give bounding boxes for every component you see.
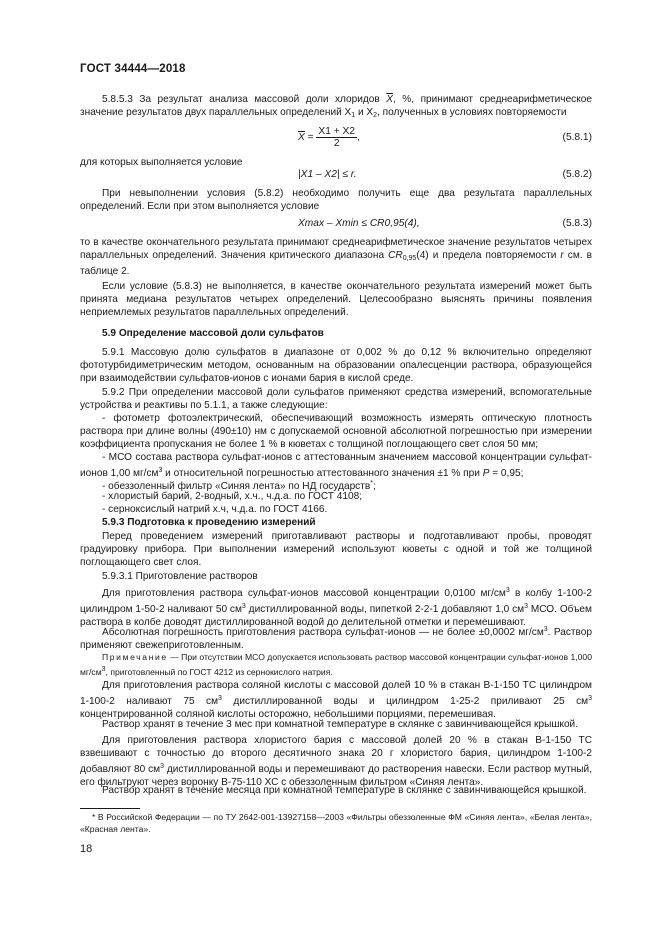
equation-number: (5.8.1) <box>562 132 592 143</box>
para-hcl-solution: Для приготовления раствора соляной кислоты с массовой долей 10 % в стакан В-1-150 ТС цилиндром 1-100-2 наливают 75 $см^3$ дистиллированной воды и цилиндром 1-25-2 приливают 25 $см^3$ концентрированной соляной кислоты осторожно, небольшими порциями, перемешивая. <box>80 680 592 721</box>
para-storage-2: Раствор хранят в течение месяца при комнатной температуре в склянке с завинчивающейся крышкой. <box>102 785 587 796</box>
heading-5-9-3-1: 5.9.3.1 Приготовление растворов <box>102 571 258 582</box>
heading-5-9: 5.9 Определение массовой доли сульфатов <box>102 328 324 339</box>
para-final-result: то в качестве окончательного результата принимают среднеарифметическое значение результатов четырех параллельных определений. Значения критического диапазона $CR_{0,95}(4)$ и предела повторяемости r см. в таблице 2. <box>80 237 592 278</box>
footnote-separator <box>80 808 140 809</box>
list-item-mso: - МСО состава раствора сульфат-ионов с аттестованным значением массовой концентрации сульфат-ионов 1,00 $мг/см^3$ и относительной погрешностью аттестованного значения ±1 % при P = 0,95; <box>80 452 592 480</box>
equation-5-8-1: $\overline{X}$ = $\frac{X1 + X2}{2}$ , (5.8.1) <box>298 126 592 149</box>
para-5-9-3: Перед проведением измерений приготавливают растворы и подготавливают пробы, проводят градуировку прибора. При выполнении измерений используют кюветы с одной и той же толщиной поглощающего свет слоя. <box>80 531 592 569</box>
condition-intro: для которых выполняется условие <box>80 157 243 168</box>
equation-number: (5.8.2) <box>562 169 592 180</box>
para-if-not: Если условие (5.8.3) не выполняется, в качестве окончательного результата измерений может быть принята медиана результатов четырех определений. Целесообразно выяснять причины появления неприемлемых результатов параллельных определений. <box>80 281 592 319</box>
page-number: 18 <box>80 843 93 855</box>
list-item-sodium-sulfate: - серноксислый натрий х.ч, ч.д.а. по ГОСТ 4166. <box>102 504 328 515</box>
fraction-denominator: 2 <box>333 138 340 149</box>
list-item-filter: - обеззоленный фильтр «Синяя лента» по НД государств*; <box>102 480 376 492</box>
para-5-8-5-3: 5.8.5.3 За результат анализа массовой доли хлоридов $\overline{X}$, %, принимают среднеарифметическое значение результатов двух параллельных определений $X_1$ и $X_2$, полученных в условиях повторяемости <box>80 94 592 120</box>
note-label: Примечание <box>102 652 168 662</box>
para-5-9-2: 5.9.2 При определении массовой доли сульфатов применяют средства измерений, вспомогательные устройства и реактивы по 5.1.1, а также следующие: <box>80 387 592 412</box>
equation-5-8-3: Xmax – Xmin ≤ CR0,95(4), (5.8.3) <box>298 218 592 229</box>
fraction-numerator: X1 + X2 <box>318 126 355 137</box>
para-5-9-1: 5.9.1 Массовую долю сульфатов в диапазоне от 0,002 % до 0,12 % включительно определяют фототурбидиметрическим методом, основанным на образовании опалесценции раствора, образующейся при взаимодействии сульфатов-ионов с ионами бария в кислой среде. <box>80 347 592 385</box>
para-noncompliance: При невыполнении условия (5.8.2) необходимо получить еще два результата параллельных определений. Если при этом выполняется условие <box>80 188 592 213</box>
para-absolute-error: Абсолютная погрешность приготовления раствора сульфат-ионов — не более ±0,0002 $мг/см^3$. Раствор применяют свежеприготовленным. <box>80 626 592 652</box>
equation-number: (5.8.3) <box>562 218 592 229</box>
heading-5-9-3: 5.9.3 Подготовка к проведению измерений <box>102 517 316 528</box>
equation-5-8-2: |X1 – X2| ≤ r. (5.8.2) <box>298 169 592 180</box>
para-sulfate-solution: Для приготовления раствора сульфат-ионов массовой концентрации 0,0100 $мг/см^3$ в колбу 1-100-2 цилиндром 1-50-2 наливают 50 $см^3$ дистиллированной воды, пипеткой 2-2-1 добавляют 1,0 $см^3$ МСО. Объем раствора в колбе доводят дистиллированной водой до делительной отметки и перемешивают. <box>80 587 592 629</box>
page-header-title: ГОСТ 34444—2018 <box>80 63 186 75</box>
note: Примечание — При отсутствии МСО допускается использовать раствор массовой концентрации сульфат-ионов 1,000 $мг/см^3$, приготовленный по ГОСТ 4212 из сернокислого натрия. <box>80 652 592 677</box>
footnote: * В Российской Федерации — по ТУ 2642-001-13927158—2003 «Фильтры обеззоленные ФМ «Синяя лента», «Белая лента», «Красная лента». <box>80 812 592 834</box>
list-item-barium-chloride: - хлористый барий, 2-водный, х.ч., ч.д.а. по ГОСТ 4108; <box>102 491 363 502</box>
list-item-photometer: - фотометр фотоэлектрический, обеспечивающий возможность измерять оптическую плотность раствора при длине волны (490±10) нм с допускаемой основной абсолютной погрешностью при измерении коэффициента пропускания не более 1 % в кюветах с толщиной поглощающего свет слоя 50 мм; <box>80 413 592 451</box>
para-barium-solution: Для приготовления раствора хлористого бария с массовой долей 20 % в стакан В-1-150 ТС взвешивают с точностью до второго десятичного знака 20 г хлористого бария, цилиндром 1-100-2 добавляют 80 $см^3$ дистиллированной воды и перемешивают до растворения навески. Если раствор мутный, его фильтруют через воронку В-75-110 ХС с обеззоленным фильтром «Синяя лента». <box>80 735 593 789</box>
para-storage-1: Раствор хранят в течение 3 мес при комнатной температуре в склянке с завинчивающейся крышкой. <box>102 719 579 730</box>
